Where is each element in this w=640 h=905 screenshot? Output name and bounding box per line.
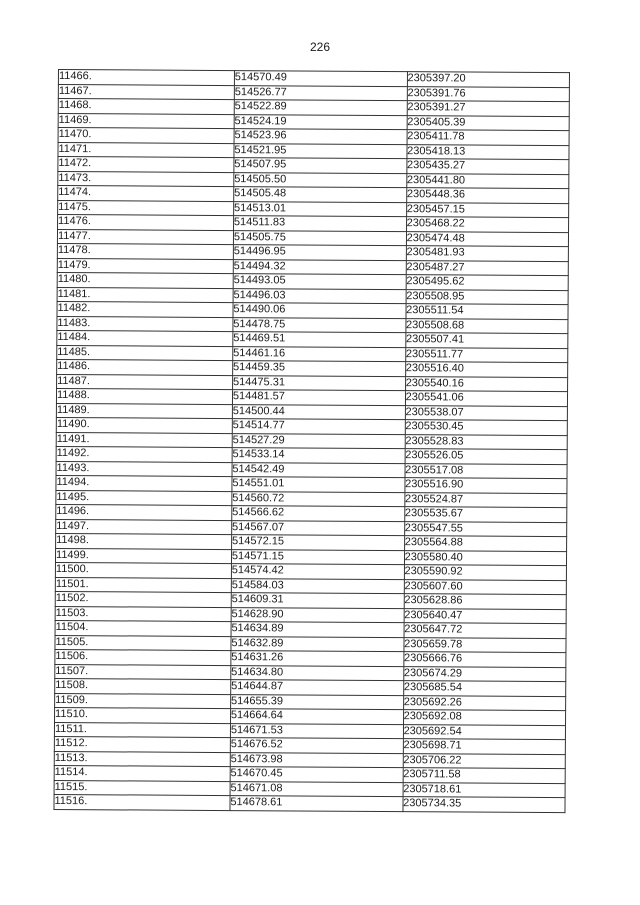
easting-cell: 514526.77 bbox=[234, 85, 407, 101]
easting-cell: 514551.01 bbox=[232, 477, 405, 493]
point-number-cell: 11513. bbox=[54, 751, 230, 767]
point-number-cell: 11492. bbox=[56, 446, 232, 462]
easting-cell: 514631.26 bbox=[231, 651, 404, 667]
point-number-cell: 11473. bbox=[58, 171, 234, 187]
northing-cell: 2305659.78 bbox=[404, 637, 566, 652]
point-number-cell: 11509. bbox=[55, 693, 231, 709]
point-number-cell: 11515. bbox=[54, 780, 230, 796]
point-number-cell: 11495. bbox=[56, 490, 232, 506]
easting-cell: 514522.89 bbox=[234, 100, 407, 116]
northing-cell: 2305405.39 bbox=[407, 115, 569, 130]
point-number-cell: 11469. bbox=[58, 113, 234, 129]
northing-cell: 2305734.35 bbox=[403, 797, 565, 812]
easting-cell: 514670.45 bbox=[230, 767, 403, 783]
northing-cell: 2305516.90 bbox=[405, 478, 567, 493]
point-number-cell: 11480. bbox=[57, 272, 233, 288]
point-number-cell: 11489. bbox=[56, 403, 232, 419]
easting-cell: 514524.19 bbox=[234, 114, 407, 130]
northing-cell: 2305698.71 bbox=[403, 739, 565, 754]
northing-cell: 2305541.06 bbox=[405, 391, 567, 406]
northing-cell: 2305538.07 bbox=[405, 405, 567, 420]
easting-cell: 514574.42 bbox=[231, 564, 404, 580]
easting-cell: 514628.90 bbox=[231, 607, 404, 623]
point-number-cell: 11483. bbox=[57, 316, 233, 332]
easting-cell: 514500.44 bbox=[232, 404, 405, 420]
northing-cell: 2305666.76 bbox=[403, 652, 565, 667]
northing-cell: 2305535.67 bbox=[404, 507, 566, 522]
point-number-cell: 11493. bbox=[56, 461, 232, 477]
point-number-cell: 11482. bbox=[57, 301, 233, 317]
point-number-cell: 11472. bbox=[58, 157, 234, 173]
northing-cell: 2305590.92 bbox=[404, 565, 566, 580]
point-number-cell: 11501. bbox=[55, 577, 231, 593]
point-number-cell: 11475. bbox=[58, 200, 234, 216]
easting-cell: 514494.32 bbox=[233, 259, 406, 275]
point-number-cell: 11485. bbox=[57, 345, 233, 361]
easting-cell: 514567.07 bbox=[232, 520, 405, 536]
easting-cell: 514505.48 bbox=[234, 187, 407, 203]
northing-cell: 2305706.22 bbox=[403, 753, 565, 768]
point-number-cell: 11486. bbox=[57, 359, 233, 375]
easting-cell: 514496.03 bbox=[233, 288, 406, 304]
easting-cell: 514632.89 bbox=[231, 636, 404, 652]
northing-cell: 2305692.08 bbox=[403, 710, 565, 725]
northing-cell: 2305397.20 bbox=[407, 72, 569, 87]
point-number-cell: 11503. bbox=[55, 606, 231, 622]
point-number-cell: 11481. bbox=[57, 287, 233, 303]
point-number-cell: 11484. bbox=[57, 330, 233, 346]
easting-cell: 514459.35 bbox=[233, 361, 406, 377]
point-number-cell: 11497. bbox=[56, 519, 232, 535]
easting-cell: 514571.15 bbox=[231, 549, 404, 565]
easting-cell: 514634.80 bbox=[231, 665, 404, 681]
point-number-cell: 11470. bbox=[58, 128, 234, 144]
northing-cell: 2305507.41 bbox=[405, 333, 567, 348]
point-number-cell: 11477. bbox=[57, 229, 233, 245]
point-number-cell: 11466. bbox=[58, 70, 234, 86]
point-number-cell: 11487. bbox=[57, 374, 233, 390]
point-number-cell: 11468. bbox=[58, 99, 234, 115]
easting-cell: 514505.50 bbox=[234, 172, 407, 188]
easting-cell: 514523.96 bbox=[234, 129, 407, 145]
northing-cell: 2305516.40 bbox=[405, 362, 567, 377]
northing-cell: 2305511.77 bbox=[405, 347, 567, 362]
northing-cell: 2305508.95 bbox=[406, 289, 568, 304]
point-number-cell: 11467. bbox=[58, 84, 234, 100]
northing-cell: 2305685.54 bbox=[403, 681, 565, 696]
point-number-cell: 11508. bbox=[55, 678, 231, 694]
northing-cell: 2305495.62 bbox=[406, 275, 568, 290]
easting-cell: 514676.52 bbox=[230, 738, 403, 754]
easting-cell: 514584.03 bbox=[231, 578, 404, 594]
point-number-cell: 11516. bbox=[54, 794, 230, 810]
northing-cell: 2305418.13 bbox=[407, 144, 569, 159]
easting-cell: 514514.77 bbox=[232, 419, 405, 435]
coordinate-table bbox=[53, 69, 570, 813]
point-number-cell: 11507. bbox=[55, 664, 231, 680]
point-number-cell: 11479. bbox=[57, 258, 233, 274]
northing-cell: 2305718.61 bbox=[403, 782, 565, 797]
table-row bbox=[54, 794, 565, 812]
easting-cell: 514507.95 bbox=[234, 158, 407, 174]
easting-cell: 514478.75 bbox=[233, 317, 406, 333]
coordinate-table-body bbox=[54, 70, 570, 813]
easting-cell: 514560.72 bbox=[232, 491, 405, 507]
point-number-cell: 11502. bbox=[55, 591, 231, 607]
point-number-cell: 11504. bbox=[55, 620, 231, 636]
northing-cell: 2305692.54 bbox=[403, 724, 565, 739]
easting-cell: 514481.57 bbox=[232, 390, 405, 406]
point-number-cell: 11512. bbox=[54, 736, 230, 752]
easting-cell: 514572.15 bbox=[231, 535, 404, 551]
northing-cell: 2305524.87 bbox=[404, 492, 566, 507]
easting-cell: 514496.95 bbox=[233, 245, 406, 261]
point-number-cell: 11514. bbox=[54, 765, 230, 781]
easting-cell: 514609.31 bbox=[231, 593, 404, 609]
easting-cell: 514664.64 bbox=[230, 709, 403, 725]
northing-cell: 2305435.27 bbox=[406, 159, 568, 174]
point-number-cell: 11494. bbox=[56, 475, 232, 491]
northing-cell: 2305564.88 bbox=[404, 536, 566, 551]
easting-cell: 514644.87 bbox=[231, 680, 404, 696]
point-number-cell: 11510. bbox=[55, 707, 231, 723]
northing-cell: 2305411.78 bbox=[407, 130, 569, 145]
northing-cell: 2305474.48 bbox=[406, 231, 568, 246]
northing-cell: 2305628.86 bbox=[404, 594, 566, 609]
easting-cell: 514513.01 bbox=[233, 201, 406, 217]
easting-cell: 514527.29 bbox=[232, 433, 405, 449]
easting-cell: 514566.62 bbox=[232, 506, 405, 522]
easting-cell: 514493.05 bbox=[233, 274, 406, 290]
northing-cell: 2305508.68 bbox=[406, 318, 568, 333]
point-number-cell: 11471. bbox=[58, 142, 234, 158]
northing-cell: 2305711.58 bbox=[403, 768, 565, 783]
northing-cell: 2305640.47 bbox=[404, 608, 566, 623]
northing-cell: 2305607.60 bbox=[404, 579, 566, 594]
northing-cell: 2305580.40 bbox=[404, 550, 566, 565]
northing-cell: 2305391.27 bbox=[407, 101, 569, 116]
easting-cell: 514490.06 bbox=[233, 303, 406, 319]
northing-cell: 2305547.55 bbox=[404, 521, 566, 536]
page-number: 226 bbox=[309, 40, 331, 54]
northing-cell: 2305487.27 bbox=[406, 260, 568, 275]
easting-cell: 514533.14 bbox=[232, 448, 405, 464]
point-number-cell: 11496. bbox=[56, 504, 232, 520]
point-number-cell: 11490. bbox=[56, 417, 232, 433]
northing-cell: 2305674.29 bbox=[403, 666, 565, 681]
point-number-cell: 11498. bbox=[56, 533, 232, 549]
easting-cell: 514469.51 bbox=[233, 332, 406, 348]
northing-cell: 2305528.83 bbox=[405, 434, 567, 449]
northing-cell: 2305530.45 bbox=[405, 420, 567, 435]
easting-cell: 514671.08 bbox=[230, 781, 403, 797]
easting-cell: 514655.39 bbox=[230, 694, 403, 710]
northing-cell: 2305448.36 bbox=[406, 188, 568, 203]
easting-cell: 514461.16 bbox=[233, 346, 406, 362]
easting-cell: 514511.83 bbox=[233, 216, 406, 232]
point-number-cell: 11505. bbox=[55, 635, 231, 651]
northing-cell: 2305511.54 bbox=[406, 304, 568, 319]
point-number-cell: 11500. bbox=[55, 562, 231, 578]
point-number-cell: 11506. bbox=[55, 649, 231, 665]
easting-cell: 514521.95 bbox=[234, 143, 407, 159]
easting-cell: 514671.53 bbox=[230, 723, 403, 739]
easting-cell: 514634.89 bbox=[231, 622, 404, 638]
easting-cell: 514673.98 bbox=[230, 752, 403, 768]
northing-cell: 2305692.26 bbox=[403, 695, 565, 710]
northing-cell: 2305457.15 bbox=[406, 202, 568, 217]
northing-cell: 2305526.05 bbox=[405, 449, 567, 464]
northing-cell: 2305481.93 bbox=[406, 246, 568, 261]
northing-cell: 2305441.80 bbox=[406, 173, 568, 188]
northing-cell: 2305468.22 bbox=[406, 217, 568, 232]
northing-cell: 2305647.72 bbox=[404, 623, 566, 638]
point-number-cell: 11499. bbox=[55, 548, 231, 564]
point-number-cell: 11488. bbox=[56, 388, 232, 404]
northing-cell: 2305540.16 bbox=[405, 376, 567, 391]
point-number-cell: 11491. bbox=[56, 432, 232, 448]
point-number-cell: 11478. bbox=[57, 243, 233, 259]
easting-cell: 514570.49 bbox=[234, 71, 407, 87]
point-number-cell: 11474. bbox=[58, 186, 234, 202]
point-number-cell: 11511. bbox=[54, 722, 230, 738]
easting-cell: 514678.61 bbox=[230, 796, 403, 812]
easting-cell: 514542.49 bbox=[232, 462, 405, 478]
northing-cell: 2305391.76 bbox=[407, 86, 569, 101]
easting-cell: 514475.31 bbox=[232, 375, 405, 391]
northing-cell: 2305517.08 bbox=[405, 463, 567, 478]
point-number-cell: 11476. bbox=[58, 215, 234, 231]
easting-cell: 514505.75 bbox=[233, 230, 406, 246]
